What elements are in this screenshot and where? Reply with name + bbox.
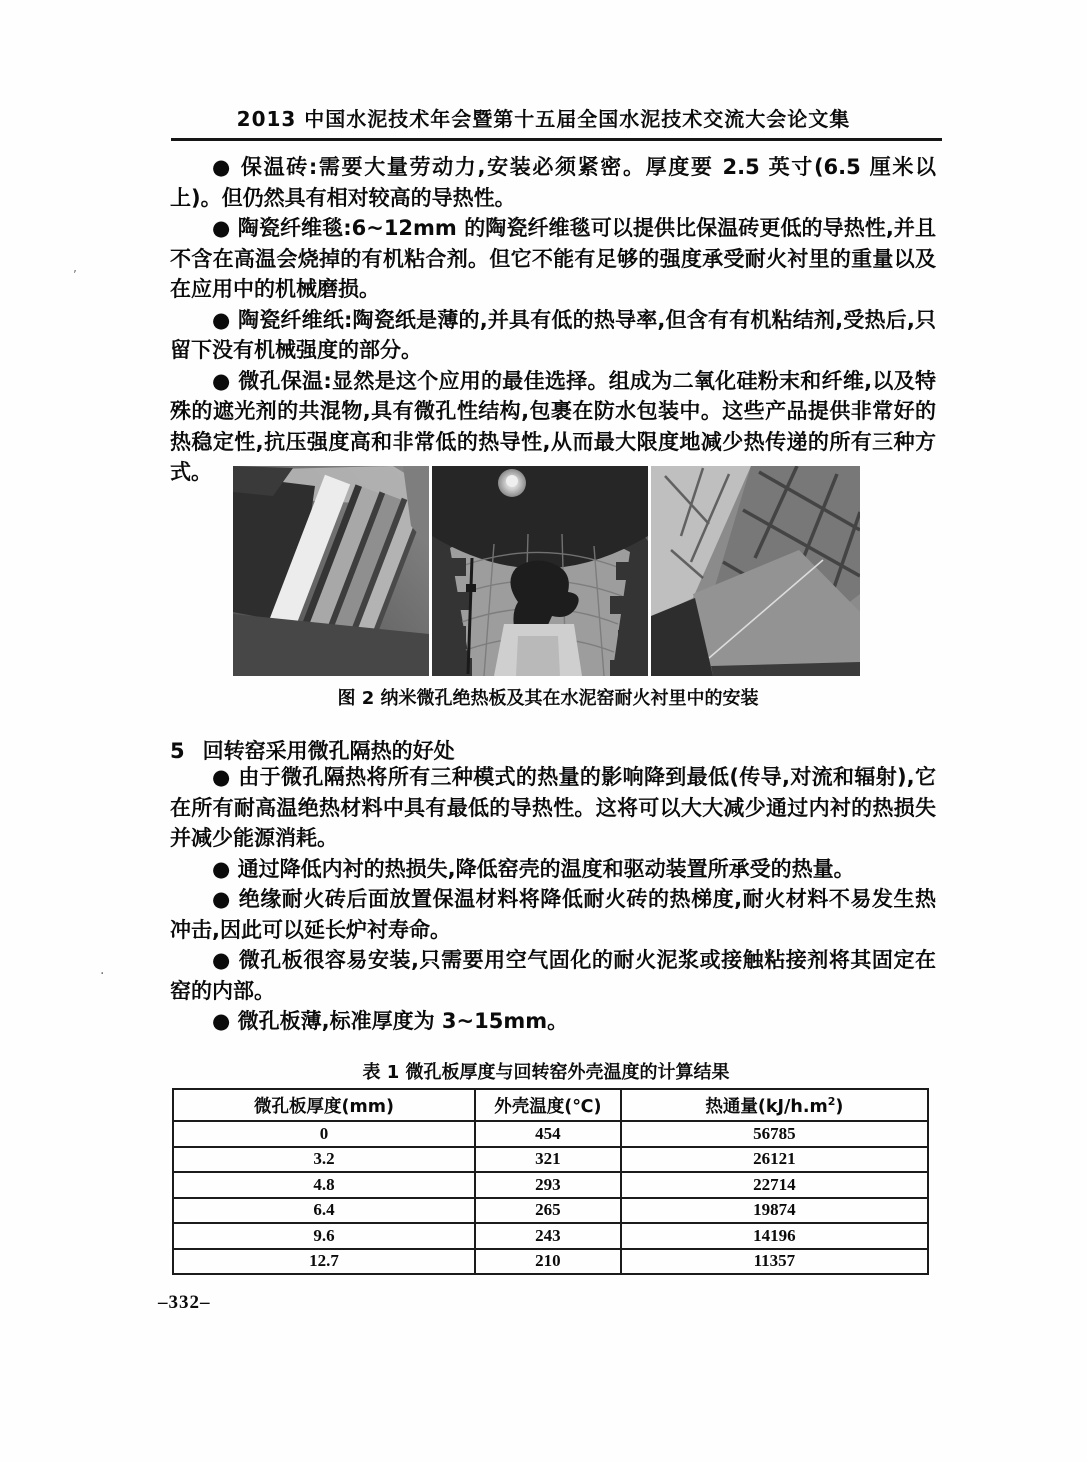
column-header-thickness: 微孔板厚度(mm) <box>173 1089 475 1121</box>
cell-shell-temp: 293 <box>475 1172 621 1198</box>
page-number: –332– <box>158 1292 211 1313</box>
cell-shell-temp: 210 <box>475 1249 621 1275</box>
cell-shell-temp: 243 <box>475 1223 621 1249</box>
microporous-boards-photo <box>233 466 429 676</box>
scan-artifact: · <box>100 966 105 982</box>
bullet-paragraph: ● 保温砖:需要大量劳动力,安装必须紧密。厚度要 2.5 英寸(6.5 厘米以上)。但仍然具有相对较高的导热性。 <box>170 155 936 210</box>
table1-caption: 表 1 微孔板厚度与回转窑外壳温度的计算结果 <box>362 1062 730 1083</box>
cell-thickness: 4.8 <box>173 1172 475 1198</box>
cell-heat-flux: 56785 <box>621 1121 928 1147</box>
kiln-interior-installation-photo <box>432 466 648 676</box>
cell-thickness: 9.6 <box>173 1223 475 1249</box>
bullet-paragraph: ● 微孔板很容易安装,只需要用空气固化的耐火泥浆或接触粘接剂将其固定在窑的内部。 <box>170 948 936 1003</box>
page-header: 2013 中国水泥技术年会暨第十五届全国水泥技术交流大会论文集 <box>236 107 851 131</box>
cell-shell-temp: 265 <box>475 1198 621 1224</box>
cell-thickness: 3.2 <box>173 1147 475 1173</box>
bullet-paragraph: ● 微孔保温:显然是这个应用的最佳选择。组成为二氧化硅粉末和纤维,以及特殊的遮光剂的共混物,具有微孔性结构,包裹在防水包装中。这些产品提供非常好的热稳定性,抗压强度高和非常低的热导性,从而最大限度地减少热传递的所有三种方式。 <box>170 368 936 484</box>
figure2-photos <box>233 466 863 676</box>
benefits-paragraphs <box>170 762 936 1037</box>
insulation-materials-paragraphs <box>170 152 936 488</box>
table-row <box>173 1121 928 1147</box>
cell-shell-temp: 454 <box>475 1121 621 1147</box>
bullet-paragraph: ● 陶瓷纤维纸:陶瓷纸是薄的,并具有低的热导率,但含有有机粘结剂,受热后,只留下没有机械强度的部分。 <box>170 307 936 362</box>
table-row <box>173 1147 928 1173</box>
column-header-heat-flux: 热通量$(kJ/h.m^2)$ <box>621 1089 928 1121</box>
column-header-shell-temp: 外壳温度(℃) <box>475 1089 621 1121</box>
cell-heat-flux: 22714 <box>621 1172 928 1198</box>
cell-thickness: 6.4 <box>173 1198 475 1224</box>
section-number: 5 <box>170 739 185 763</box>
table-row <box>173 1198 928 1224</box>
header-rule <box>171 138 942 141</box>
table-row <box>173 1249 928 1275</box>
bullet-paragraph: ● 通过降低内衬的热损失,降低窑壳的温度和驱动装置所承受的热量。 <box>212 856 855 881</box>
bullet-paragraph: ● 由于微孔隔热将所有三种模式的热量的影响降到最低(传导,对流和辐射),它在所有耐高温绝热材料中具有最低的导热性。这将可以大大减少通过内衬的热损失并减少能源消耗。 <box>170 765 936 850</box>
table1-shell-temperature <box>172 1088 929 1275</box>
cell-heat-flux: 11357 <box>621 1249 928 1275</box>
table-row <box>173 1172 928 1198</box>
figure2-caption: 图 2 纳米微孔绝热板及其在水泥窑耐火衬里中的安装 <box>337 688 759 709</box>
cell-heat-flux: 19874 <box>621 1198 928 1224</box>
section-title: 回转窑采用微孔隔热的好处 <box>202 739 455 763</box>
section5-heading <box>170 735 455 765</box>
table-header-row <box>173 1089 928 1121</box>
table-row <box>173 1223 928 1249</box>
cell-heat-flux: 14196 <box>621 1223 928 1249</box>
scan-artifact: ’ <box>73 268 77 282</box>
brick-lining-closeup-photo <box>651 466 860 676</box>
bullet-paragraph: ● 绝缘耐火砖后面放置保温材料将降低耐火砖的热梯度,耐火材料不易发生热冲击,因此可以延长炉衬寿命。 <box>170 887 936 942</box>
cell-shell-temp: 321 <box>475 1147 621 1173</box>
cell-thickness: 0 <box>173 1121 475 1147</box>
cell-thickness: 12.7 <box>173 1249 475 1275</box>
bullet-paragraph: ● 陶瓷纤维毯:6~12mm 的陶瓷纤维毯可以提供比保温砖更低的导热性,并且不含在高温会烧掉的有机粘合剂。但它不能有足够的强度承受耐火衬里的重量以及在应用中的机械磨损。 <box>170 216 936 301</box>
bullet-paragraph: ● 微孔板薄,标准厚度为 3~15mm。 <box>212 1009 569 1033</box>
cell-heat-flux: 26121 <box>621 1147 928 1173</box>
